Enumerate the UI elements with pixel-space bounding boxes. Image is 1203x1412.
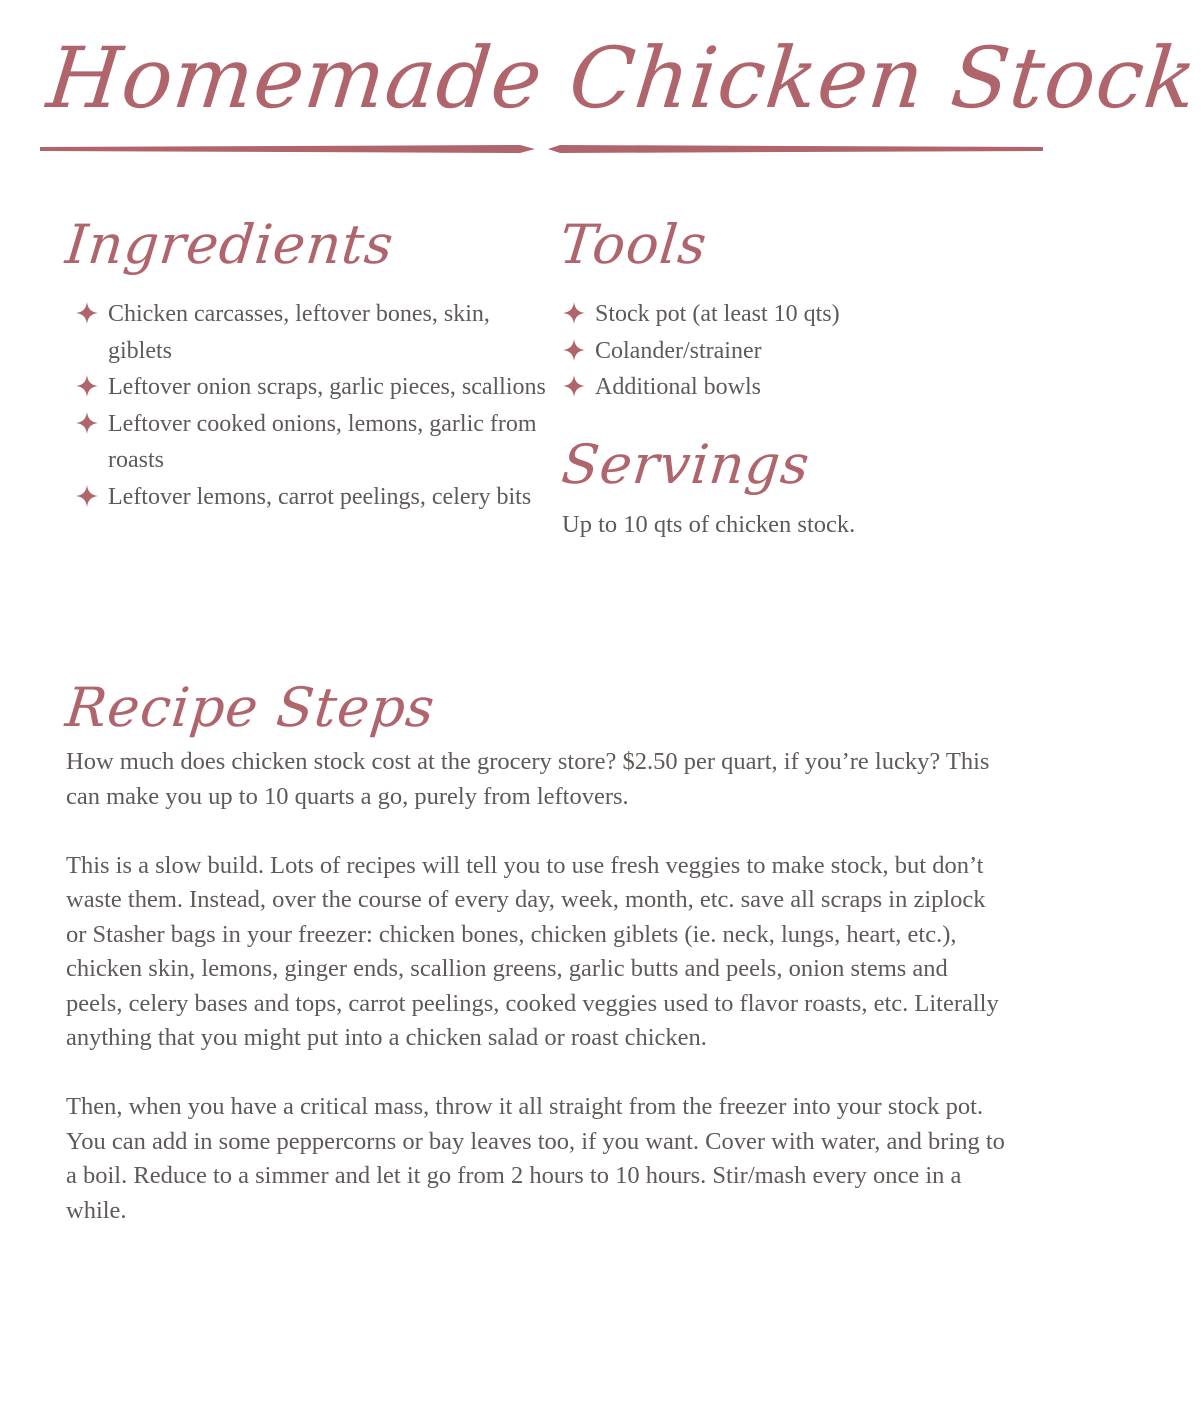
list-item (66, 296, 546, 369)
list-item (66, 406, 546, 479)
servings-heading: Servings (558, 433, 813, 496)
title-underline-left (40, 143, 535, 155)
list-item-text: Stock pot (at least 10 qts) (595, 301, 840, 327)
recipe-steps-heading: Recipe Steps (62, 676, 439, 739)
recipe-step-paragraph: This is a slow build. Lots of recipes will tell you to use fresh veggies to make stock, but don’t waste them. Instead, over the course of every day, week, month, etc. save all scraps in ziplock or Stasher bags in your freezer: chicken bones, chicken giblets (ie. neck, lungs, heart, etc.), chicken skin, lemons, ginger ends, scallion greens, garlic butts and peels, onion stems and peels, celery bases and tops, carrot peelings, cooked veggies used to flavor roasts, etc. Literally anything that you might put into a chicken salad or roast chicken. (66, 851, 999, 1051)
recipe-step-paragraph: Then, when you have a critical mass, throw it all straight from the freezer into your stock pot. You can add in some peppercorns or bay leaves too, if you want. Cover with water, and bring to a boil. Reduce to a simmer and let it go from 2 hours to 10 hours. Stir/mash every once in a while. (66, 1093, 1005, 1224)
star-bullet-icon (76, 372, 98, 394)
servings-text: Up to 10 qts of chicken stock. (562, 511, 856, 538)
list-item (553, 333, 1023, 370)
ingredients-list (66, 296, 546, 515)
tools-heading: Tools (556, 213, 711, 276)
list-item-text: Leftover onion scraps, garlic pieces, scallions (108, 374, 546, 400)
list-item (553, 369, 1023, 406)
star-bullet-icon (76, 299, 98, 321)
star-bullet-icon (76, 482, 98, 504)
list-item-text: Additional bowls (595, 374, 761, 400)
list-item-text: Chicken carcasses, leftover bones, skin, giblets (108, 301, 490, 364)
star-bullet-icon (563, 336, 585, 358)
ingredients-heading: Ingredients (62, 213, 397, 276)
tools-list (553, 296, 1023, 406)
title-underline-right (548, 143, 1043, 155)
list-item (66, 479, 546, 516)
star-bullet-icon (563, 372, 585, 394)
star-bullet-icon (563, 299, 585, 321)
list-item-text: Leftover cooked onions, lemons, garlic from roasts (108, 410, 537, 473)
recipe-step-paragraph: How much does chicken stock cost at the grocery store? $2.50 per quart, if you’re lucky? This can make you up to 10 quarts a go, purely from leftovers. (66, 748, 990, 810)
list-item-text: Colander/strainer (595, 337, 762, 364)
list-item-text: Leftover lemons, carrot peelings, celery bits (108, 483, 532, 510)
star-bullet-icon (76, 409, 98, 431)
page-title: Homemade Chicken Stock (42, 29, 1202, 127)
recipe-steps-body (66, 745, 1006, 1263)
list-item (553, 296, 1023, 333)
list-item (66, 369, 546, 406)
